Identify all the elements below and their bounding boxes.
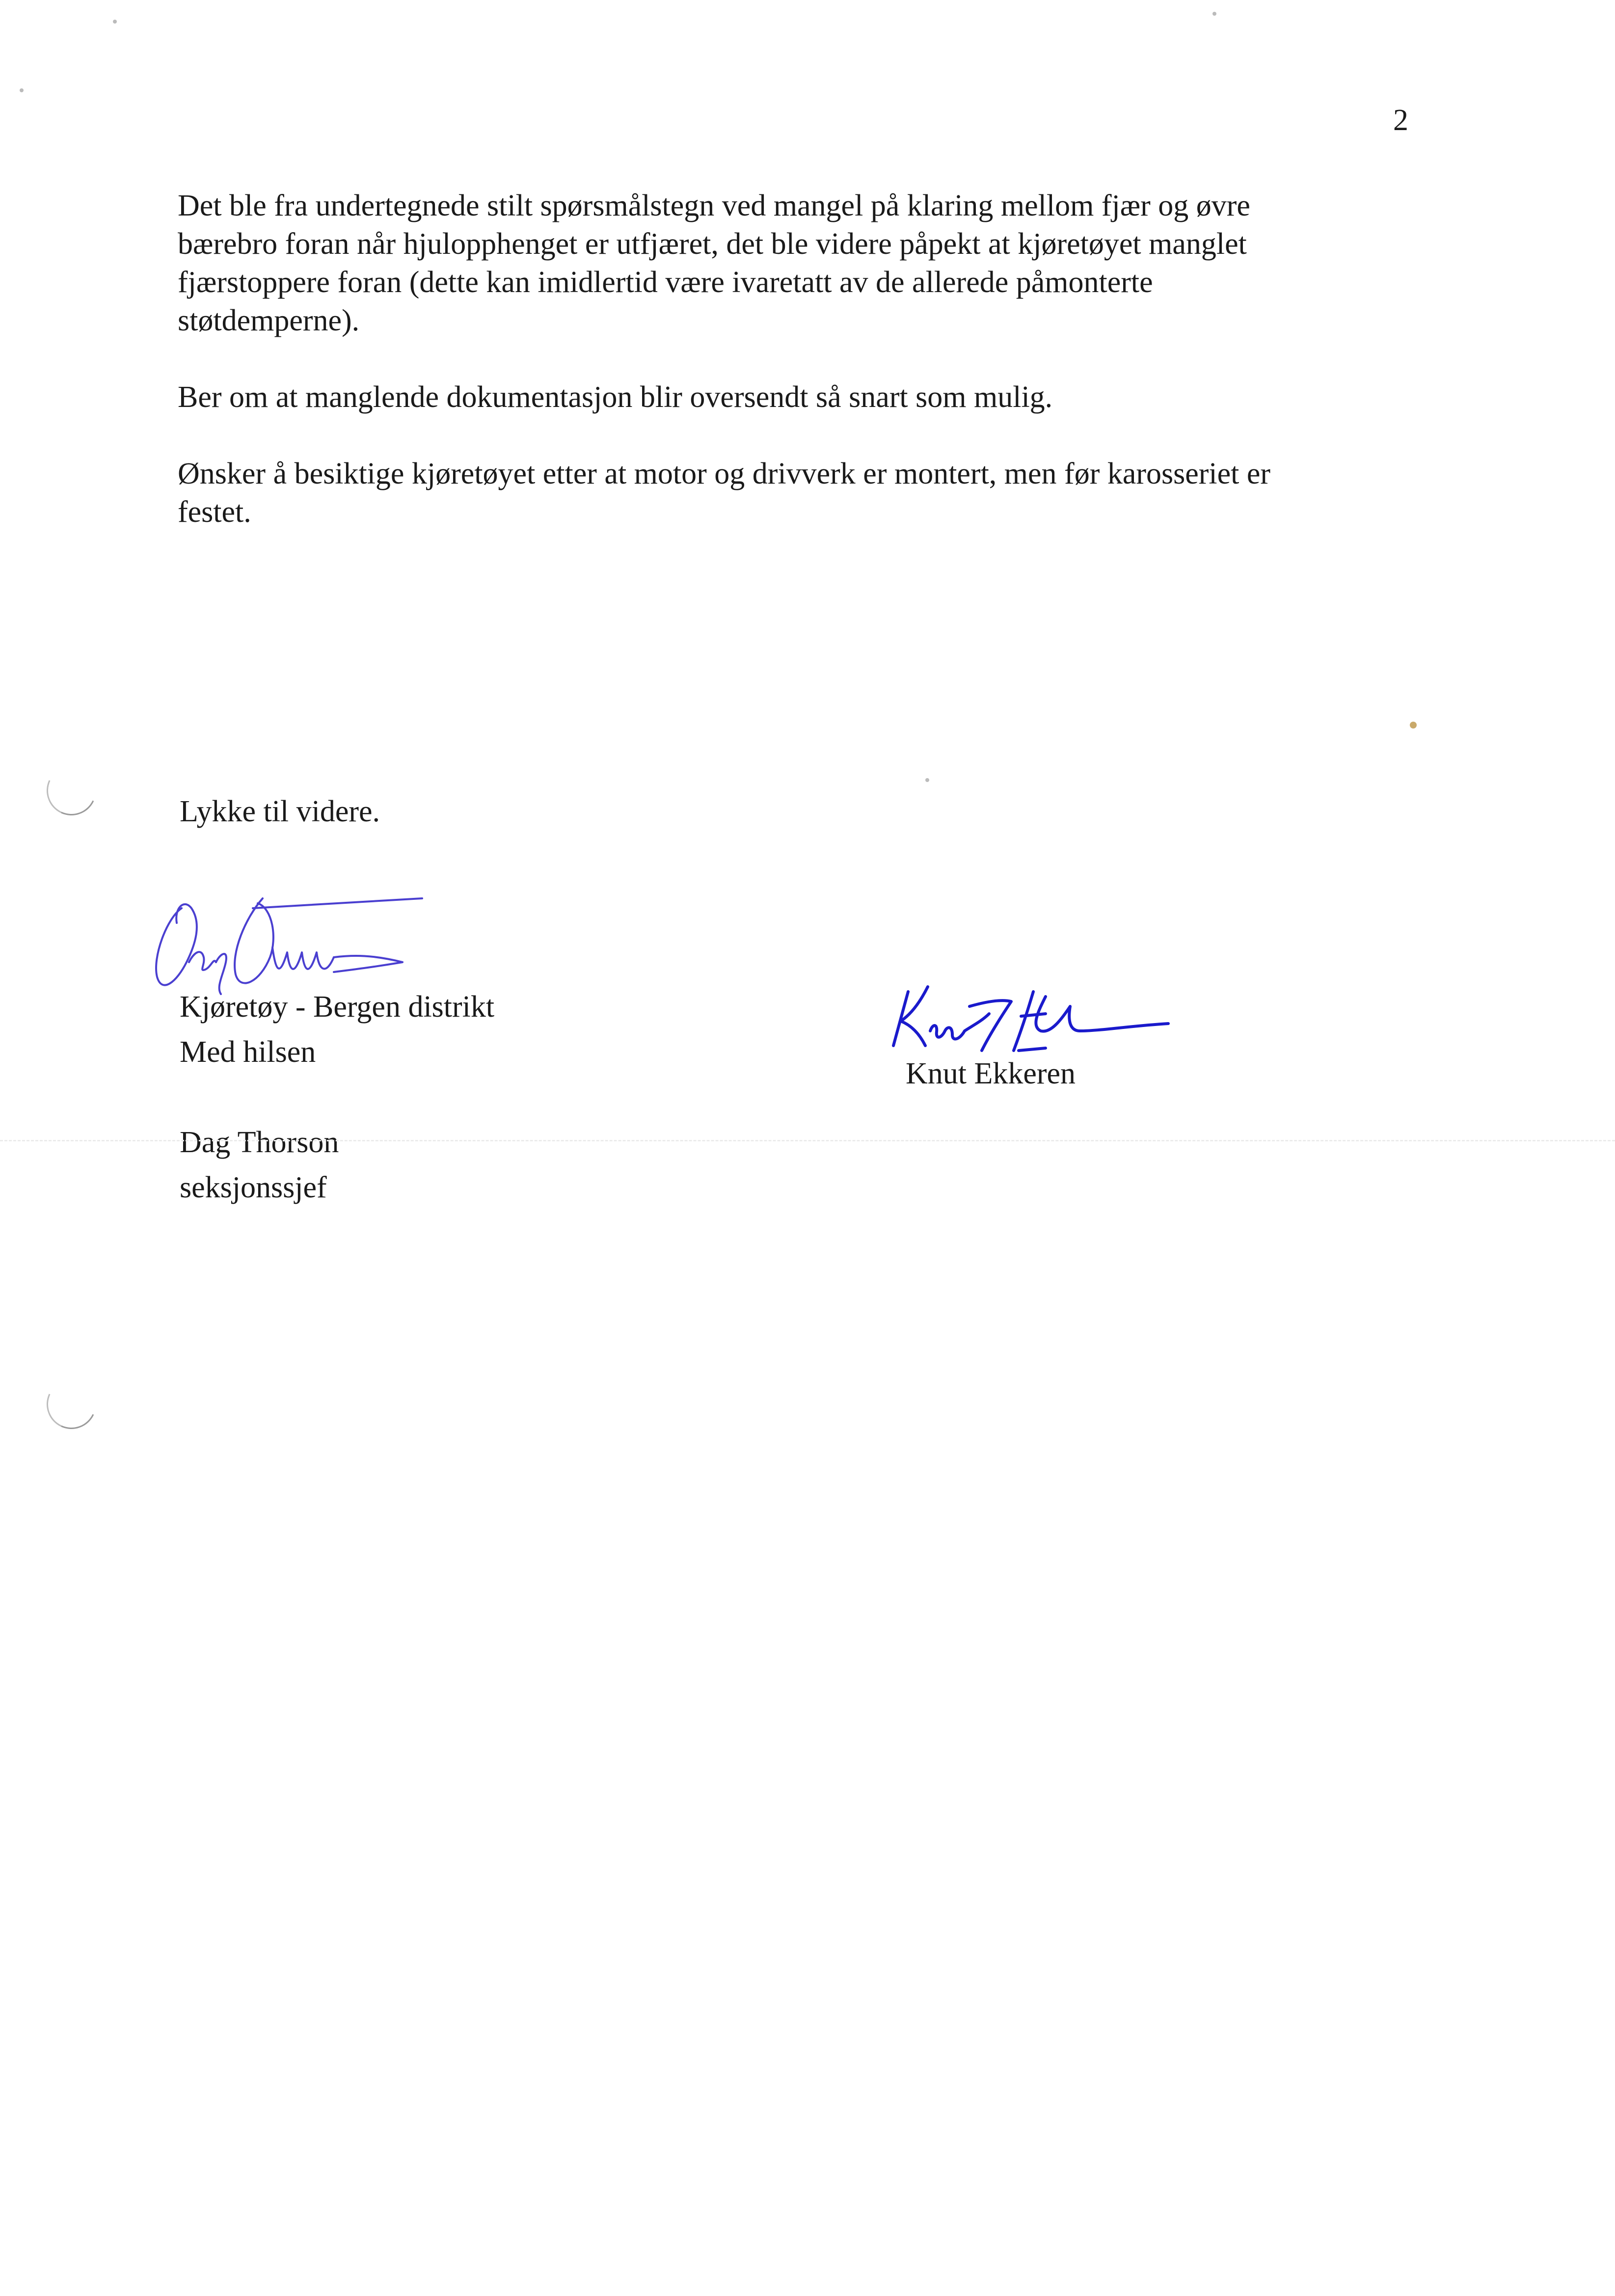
punch-hole-mark bbox=[40, 759, 103, 822]
handwritten-signature-right bbox=[884, 977, 1208, 1055]
paper-speck bbox=[1212, 12, 1216, 16]
paragraph-line: Ønsker å besiktige kjøretøyet etter at motor og drivverk er montert, men før karosseriet er bbox=[178, 457, 1271, 490]
paragraph-clearance bbox=[178, 187, 1380, 340]
signature-space bbox=[180, 1075, 494, 1120]
paper-speck bbox=[1410, 722, 1417, 729]
paragraph-inspection bbox=[178, 455, 1380, 531]
paper-speck bbox=[20, 88, 24, 92]
paragraph-line: fjærstoppere foran (dette kan imidlertid være ivaretatt av de allerede påmonterte bbox=[178, 266, 1153, 299]
signer-title-left: seksjonssjef bbox=[180, 1171, 327, 1204]
signature-block-left bbox=[180, 984, 494, 1210]
paragraph-documentation bbox=[178, 378, 1380, 416]
letter-body bbox=[178, 187, 1380, 569]
fold-line bbox=[0, 1140, 1615, 1141]
greeting: Med hilsen bbox=[180, 1035, 316, 1069]
paper-speck bbox=[113, 20, 117, 24]
page-number: 2 bbox=[1393, 104, 1408, 137]
paragraph-line: Det ble fra undertegnede stilt spørsmålstegn ved mangel på klaring mellom fjær og øvre bbox=[178, 189, 1250, 222]
paragraph-line: Ber om at manglende dokumentasjon blir oversendt så snart som mulig. bbox=[178, 380, 1053, 414]
paper-speck bbox=[925, 778, 929, 782]
handwritten-signature-left bbox=[147, 889, 481, 1001]
paragraph-line: støtdemperne). bbox=[178, 304, 360, 337]
department-name: Kjøretøy - Bergen distrikt bbox=[180, 990, 495, 1024]
signer-name-left: Dag Thorson bbox=[180, 1126, 339, 1159]
signature-block-right bbox=[906, 1054, 1076, 1093]
paragraph-line: bærebro foran når hjulopphenget er utfjæret, det ble videre påpekt at kjøretøyet manglet bbox=[178, 227, 1247, 261]
punch-hole-mark bbox=[40, 1373, 103, 1436]
signer-name-right: Knut Ekkeren bbox=[906, 1057, 1076, 1090]
closing-line: Lykke til videre. bbox=[180, 795, 380, 828]
paragraph-line: festet. bbox=[178, 495, 251, 529]
